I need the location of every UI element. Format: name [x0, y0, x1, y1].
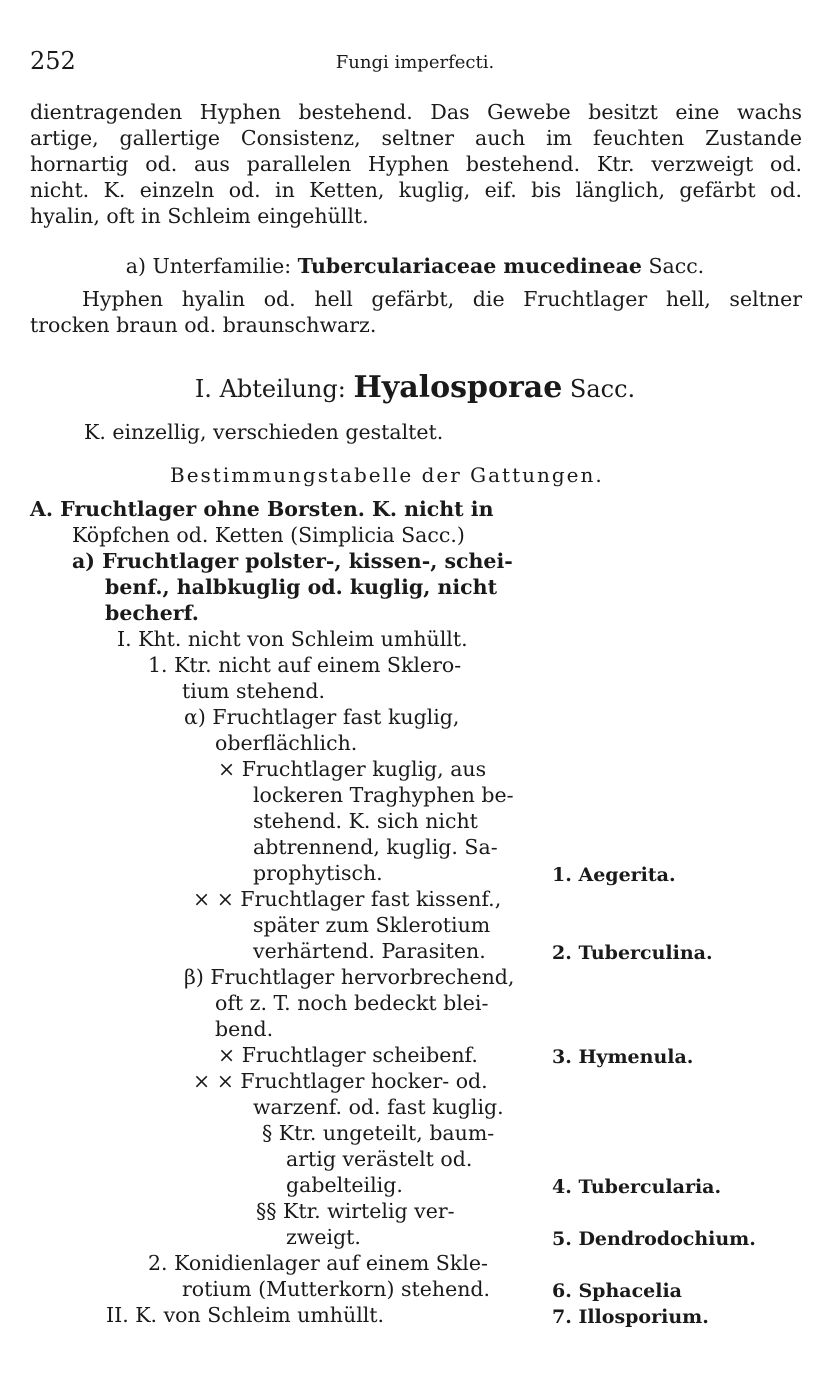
intro-paragraph [30, 99, 802, 229]
subfamily-author: Sacc. [641, 254, 705, 278]
key-line: abtrennend, kuglig. Sa- [253, 835, 498, 859]
text-line: hornartig od. aus parallelen Hyphen bestehend. Ktr. verzweigt od. [30, 152, 802, 176]
key-line: α) Fruchtlager fast kuglig, [184, 705, 460, 729]
key-line: II. K. von Schleim umhüllt. [106, 1303, 385, 1327]
key-line: später zum Sklerotium [253, 913, 491, 937]
text-line: artige, gallertige Consistenz, seltner auch im feuchten Zustande [30, 126, 802, 150]
key-line: § Ktr. ungeteilt, baum- [262, 1121, 495, 1145]
genus-name: 4. Tubercularia. [552, 1176, 722, 1198]
key-line: §§ Ktr. wirtelig ver- [256, 1199, 455, 1223]
key-line: 1. Ktr. nicht auf einem Sklero- [148, 653, 462, 677]
text-line: dientragenden Hyphen bestehend. Das Gewebe besitzt eine wachs [30, 100, 802, 124]
division-heading [0, 370, 830, 405]
division-description: K. einzellig, verschieden gestaltet. [84, 420, 444, 444]
key-line: benf., halbkuglig od. kuglig, nicht [105, 575, 498, 599]
key-line: warzenf. od. fast kuglig. [253, 1095, 504, 1119]
genus-name: 5. Dendrodochium. [552, 1228, 756, 1250]
subfamily-description [30, 286, 802, 338]
key-line: A. Fruchtlager ohne Borsten. K. nicht in [30, 497, 494, 521]
text-line: nicht. K. einzeln od. in Ketten, kuglig, eif. bis länglich, gefärbt od. [30, 178, 802, 202]
key-line: gabelteilig. [286, 1173, 403, 1197]
key-line: stehend. K. sich nicht [253, 809, 478, 833]
key-line: β) Fruchtlager hervorbrechend, [184, 965, 515, 989]
genus-name: 3. Hymenula. [552, 1046, 694, 1068]
key-line: oft z. T. noch bedeckt blei- [215, 991, 489, 1015]
division-prefix: I. Abteilung: [194, 375, 354, 403]
key-line: I. Kht. nicht von Schleim umhüllt. [117, 627, 468, 651]
key-line: 2. Konidienlager auf einem Skle- [148, 1251, 488, 1275]
key-line: tium stehend. [182, 679, 326, 703]
key-line: Köpfchen od. Ketten (Simplicia Sacc.) [72, 523, 465, 547]
running-title: Fungi imperfecti. [335, 52, 495, 73]
key-line: rotium (Mutterkorn) stehend. [182, 1277, 491, 1301]
subfamily-prefix: a) Unterfamilie: [125, 254, 298, 278]
key-line: verhärtend. Parasiten. [253, 939, 486, 963]
key-line: zweigt. [286, 1225, 361, 1249]
key-line: artig verästelt od. [286, 1147, 473, 1171]
text-line: trocken braun od. braunschwarz. [30, 313, 377, 337]
subfamily-heading [0, 254, 830, 278]
subfamily-name: Tuberculariaceae mucedineae [297, 254, 642, 278]
genus-name: 7. Illosporium. [552, 1306, 709, 1328]
key-title: Bestimmungstabelle der Gattungen. [170, 463, 604, 487]
key-line: becherf. [105, 601, 199, 625]
key-line: a) Fruchtlager polster-, kissen-, schei- [72, 549, 513, 573]
key-line: oberflächlich. [215, 731, 358, 755]
key-line: × Fruchtlager kuglig, aus [218, 757, 487, 781]
page-number: 252 [30, 47, 76, 75]
key-line: bend. [215, 1017, 274, 1041]
division-name: Hyalosporae [353, 370, 563, 405]
key-line: × × Fruchtlager hocker- od. [193, 1069, 488, 1093]
text-line: hyalin, oft in Schleim eingehüllt. [30, 204, 369, 228]
genus-name: 6. Sphacelia [552, 1280, 682, 1302]
key-line: prophytisch. [253, 861, 383, 885]
genus-name: 2. Tuberculina. [552, 942, 713, 964]
key-line: × × Fruchtlager fast kissenf., [193, 887, 502, 911]
key-line: × Fruchtlager scheibenf. [218, 1043, 478, 1067]
key-line: lockeren Traghyphen be- [253, 783, 514, 807]
division-author: Sacc. [562, 375, 636, 403]
genus-name: 1. Aegerita. [552, 864, 676, 886]
text-line: Hyphen hyalin od. hell gefärbt, die Fruchtlager hell, seltner [82, 287, 802, 311]
